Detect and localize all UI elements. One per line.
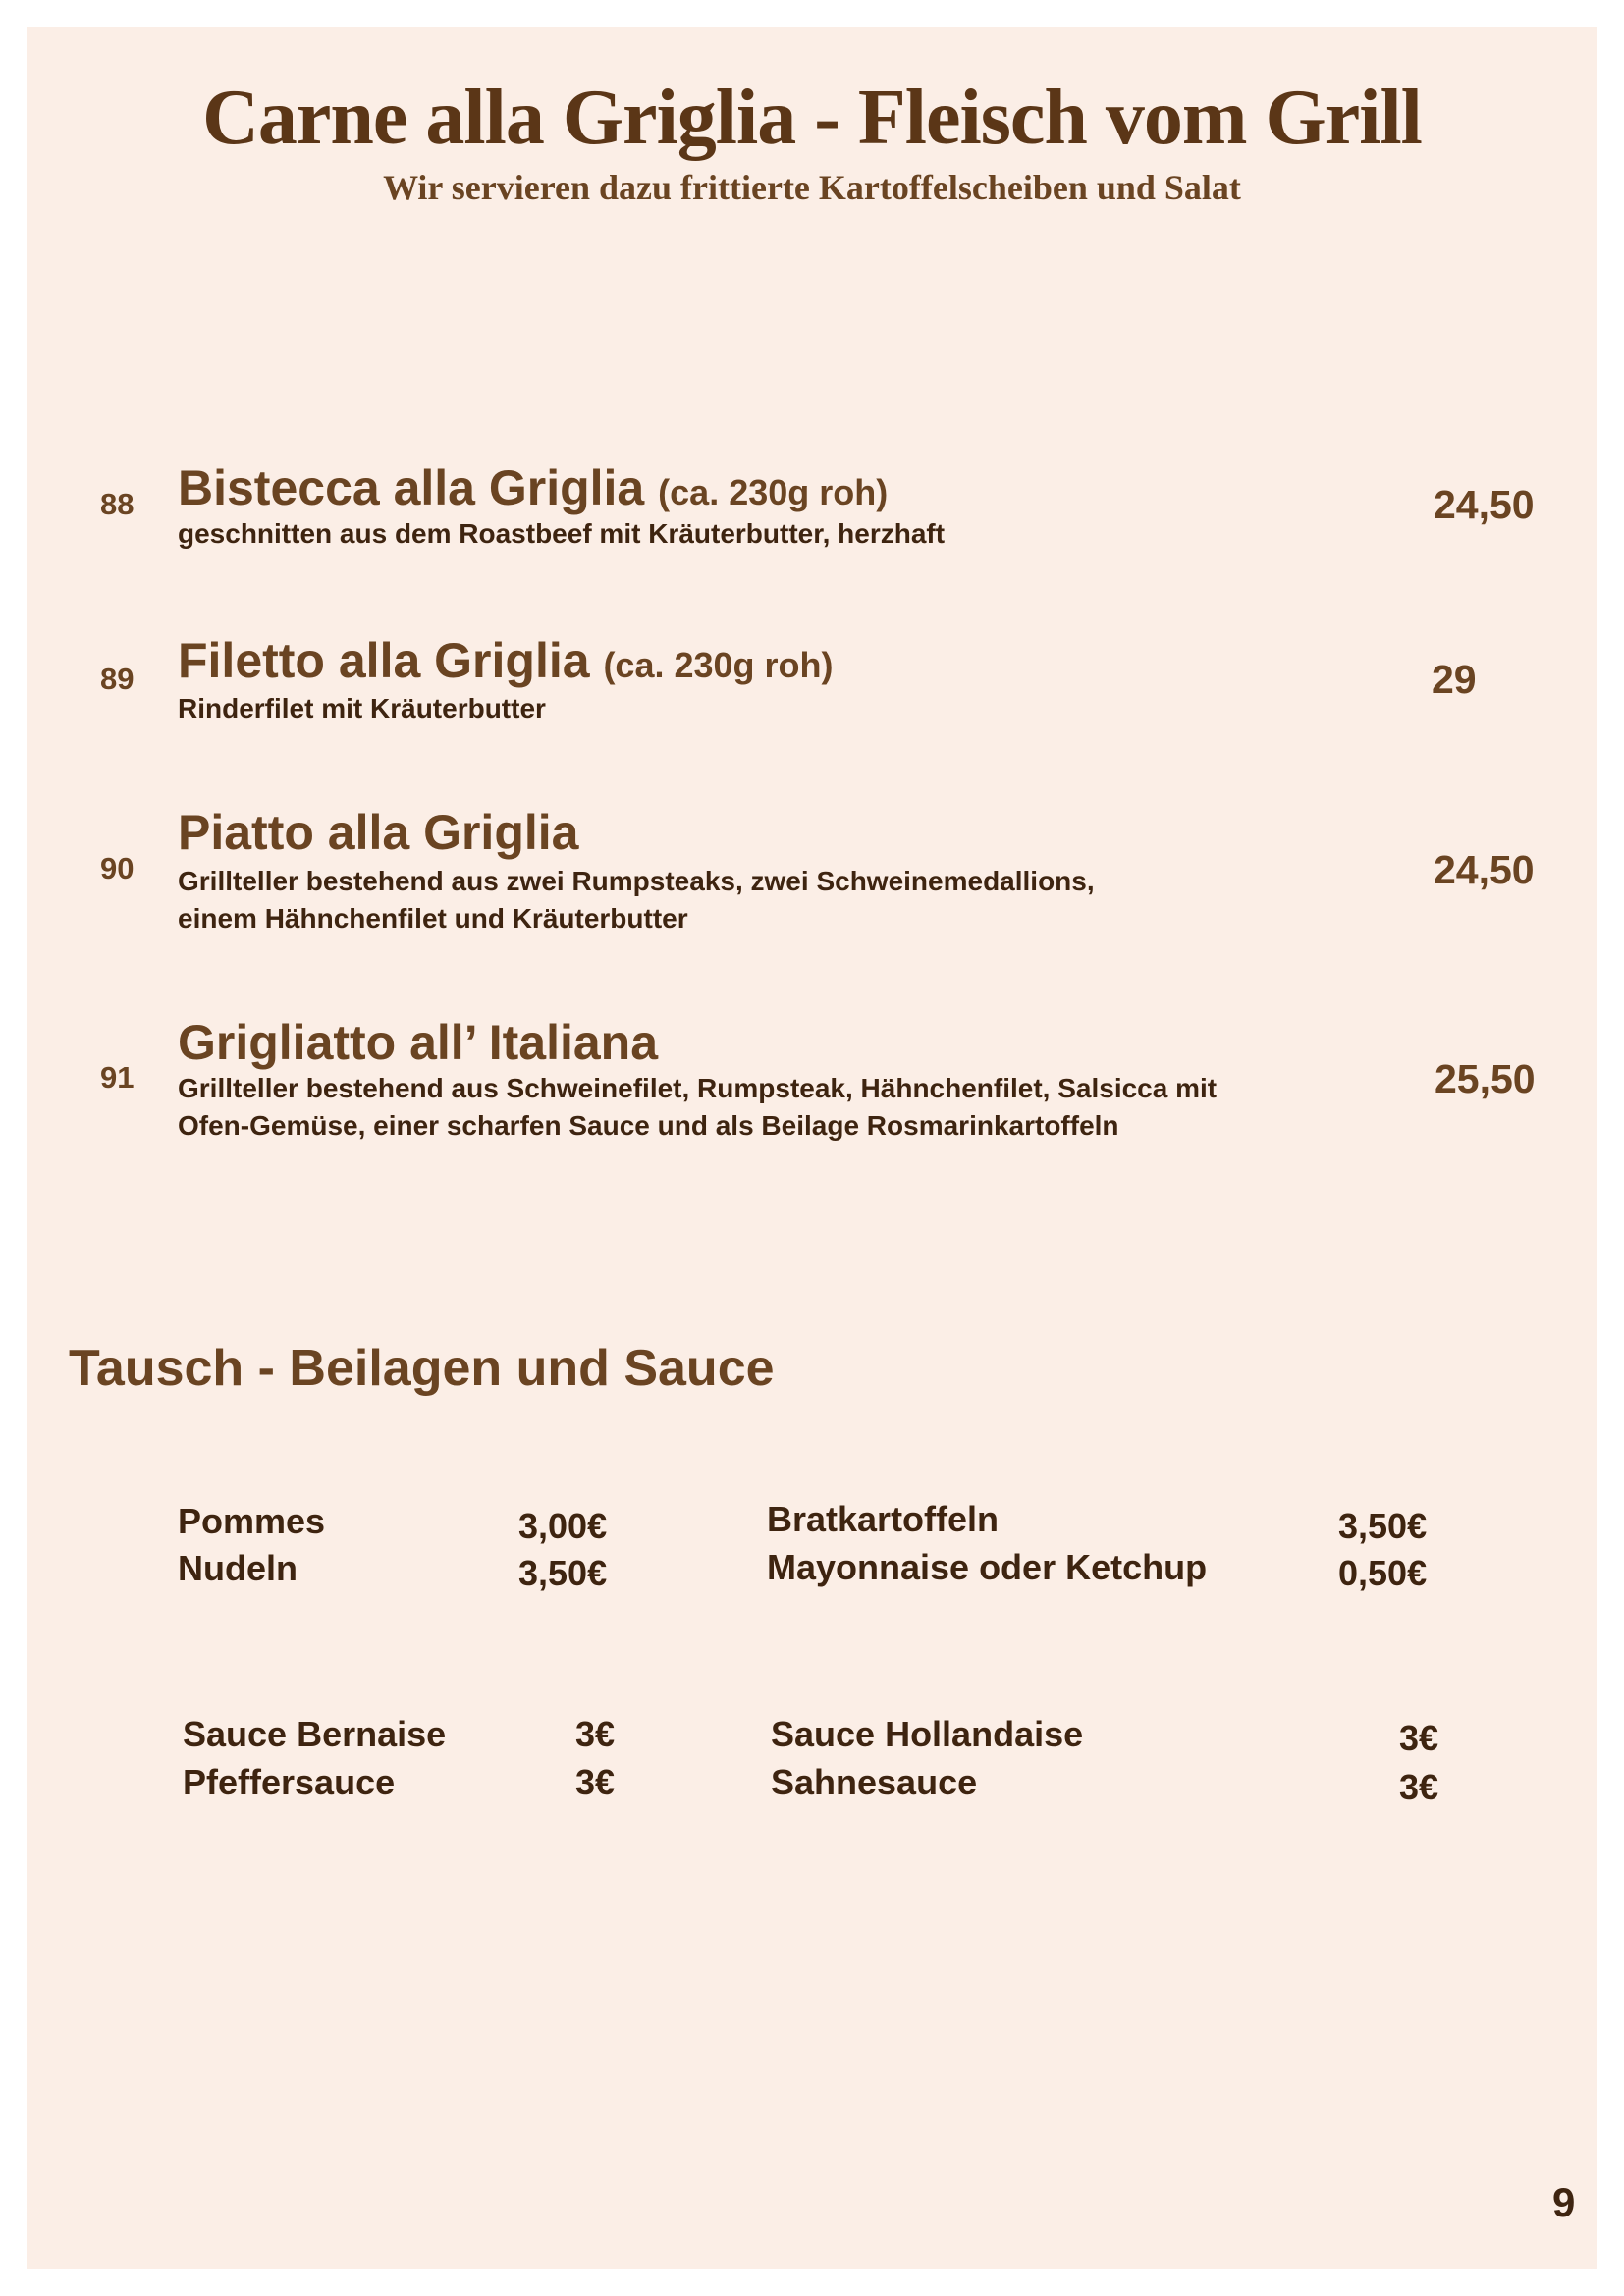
- description-line: einem Hähnchenfilet und Kräuterbutter: [178, 903, 688, 934]
- item-price: 29: [1432, 657, 1477, 702]
- item-name: [178, 804, 578, 861]
- item-description: [178, 1070, 1217, 1145]
- side-item-name: Nudeln: [178, 1548, 298, 1588]
- side-item-name: Sauce Bernaise: [183, 1714, 447, 1754]
- menu-page: [27, 27, 1597, 2269]
- item-weight-note: (ca. 230g roh): [603, 645, 834, 685]
- item-number: 91: [100, 1060, 135, 1095]
- side-item-price: 3€: [1399, 1767, 1439, 1807]
- page-title: Carne alla Griglia - Fleisch vom Grill: [202, 75, 1422, 161]
- item-number: 88: [100, 487, 135, 521]
- item-description: [178, 690, 546, 727]
- page-number: 9: [1552, 2179, 1576, 2225]
- item-number: 89: [100, 662, 135, 696]
- side-item-name: Mayonnaise oder Ketchup: [767, 1547, 1208, 1587]
- side-item-name: Pommes: [178, 1501, 326, 1541]
- item-description: [178, 515, 945, 553]
- side-item-price: 3,50€: [1338, 1506, 1428, 1546]
- side-item-name: Sahnesauce: [771, 1762, 978, 1802]
- side-item-name: Bratkartoffeln: [767, 1499, 1000, 1539]
- item-price: 24,50: [1434, 847, 1535, 892]
- side-item-price: 3,00€: [518, 1506, 608, 1546]
- side-item-name: Sauce Hollandaise: [771, 1714, 1084, 1754]
- item-title: Piatto alla Griglia: [178, 805, 579, 860]
- description-line: Ofen-Gemüse, einer scharfen Sauce und als Beilage Rosmarinkartoffeln: [178, 1110, 1119, 1141]
- side-item-price: 3,50€: [518, 1553, 608, 1593]
- item-description: [178, 863, 1095, 937]
- side-item-name: Pfeffersauce: [183, 1762, 396, 1802]
- side-item-price: 3€: [575, 1762, 616, 1802]
- item-price: 24,50: [1434, 482, 1535, 527]
- item-title: Filetto alla Griglia: [178, 633, 590, 688]
- item-price: 25,50: [1435, 1056, 1536, 1101]
- item-number: 90: [100, 851, 135, 885]
- section-title: Tausch - Beilagen und Sauce: [69, 1340, 775, 1397]
- item-weight-note: (ca. 230g roh): [658, 472, 889, 512]
- item-title: Grigliatto all’ Italiana: [178, 1015, 659, 1070]
- side-item-price: 0,50€: [1338, 1553, 1428, 1593]
- item-name: [178, 1014, 658, 1071]
- item-name: [178, 459, 888, 516]
- description-line: Grillteller bestehend aus Schweinefilet, Rumpsteak, Hähnchenfilet, Salsicca mit: [178, 1073, 1218, 1103]
- page-subtitle: Wir servieren dazu frittierte Kartoffelscheiben und Salat: [383, 168, 1241, 207]
- description-line: Grillteller bestehend aus zwei Rumpsteaks, zwei Schweinemedallions,: [178, 866, 1095, 896]
- side-item-price: 3€: [1399, 1718, 1439, 1758]
- item-name: [178, 632, 834, 689]
- side-item-price: 3€: [575, 1714, 616, 1754]
- description-line: geschnitten aus dem Roastbeef mit Kräuterbutter, herzhaft: [178, 518, 946, 549]
- description-line: Rinderfilet mit Kräuterbutter: [178, 693, 546, 723]
- item-title: Bistecca alla Griglia: [178, 460, 645, 515]
